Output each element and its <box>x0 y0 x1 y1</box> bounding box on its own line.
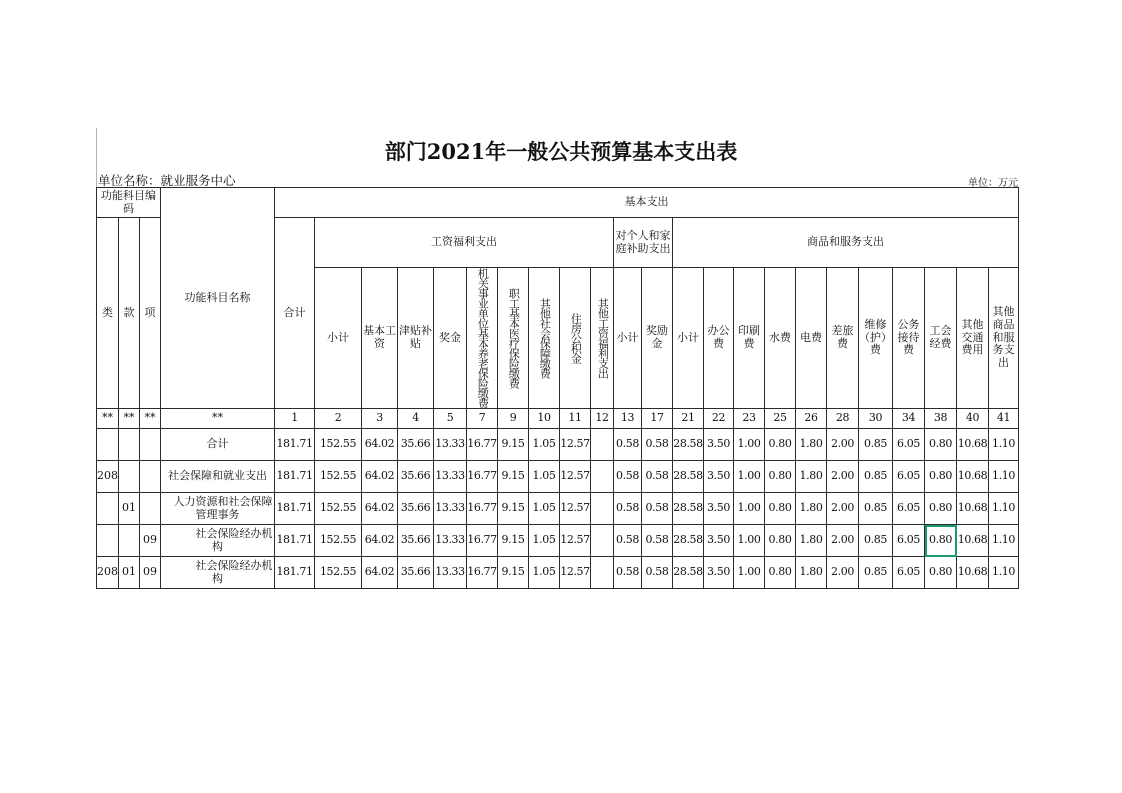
cell-func-name[interactable]: 合计 <box>161 429 275 461</box>
cell-value[interactable]: 0.85 <box>859 493 893 525</box>
index-number[interactable]: 4 <box>398 409 434 429</box>
cell-value[interactable]: 0.80 <box>925 493 957 525</box>
cell-value[interactable] <box>591 493 614 525</box>
cell-value[interactable]: 12.57 <box>560 461 591 493</box>
header-goods-col[interactable]: 印刷费 <box>734 268 765 409</box>
index-number[interactable]: 21 <box>673 409 704 429</box>
header-wage-col[interactable]: 奖金 <box>434 268 467 409</box>
cell-value[interactable]: 2.00 <box>827 557 859 589</box>
cell-value[interactable]: 0.80 <box>765 557 796 589</box>
cell-value[interactable]: 6.05 <box>893 557 925 589</box>
cell-value[interactable]: 3.50 <box>704 493 734 525</box>
cell-value[interactable]: 1.80 <box>796 429 827 461</box>
cell-value[interactable]: 0.58 <box>614 429 642 461</box>
cell-value[interactable]: 1.80 <box>796 493 827 525</box>
cell-kuan[interactable] <box>119 525 140 557</box>
cell-value[interactable]: 16.77 <box>467 429 498 461</box>
cell-value[interactable]: 16.77 <box>467 461 498 493</box>
header-kuan[interactable]: 款 <box>119 218 140 409</box>
cell-value[interactable]: 1.00 <box>734 493 765 525</box>
cell-value[interactable]: 1.00 <box>734 429 765 461</box>
cell-value[interactable]: 12.57 <box>560 493 591 525</box>
header-wage-group[interactable]: 工资福利支出 <box>315 218 614 268</box>
cell-value[interactable]: 181.71 <box>275 525 315 557</box>
cell-value[interactable]: 152.55 <box>315 493 362 525</box>
cell-value[interactable]: 1.10 <box>989 493 1019 525</box>
cell-value[interactable]: 2.00 <box>827 461 859 493</box>
header-wage-col[interactable]: 职工基本医疗保险缴费 <box>498 268 529 409</box>
cell-value[interactable]: 181.71 <box>275 493 315 525</box>
cell-kuan[interactable]: 01 <box>119 493 140 525</box>
header-wage-col[interactable]: 小计 <box>315 268 362 409</box>
cell-value[interactable]: 1.05 <box>529 429 560 461</box>
index-number[interactable]: 11 <box>560 409 591 429</box>
cell-value[interactable]: 1.80 <box>796 525 827 557</box>
header-goods-col[interactable]: 工会经费 <box>925 268 957 409</box>
index-number[interactable]: 9 <box>498 409 529 429</box>
header-goods-col[interactable]: 其他交通费用 <box>957 268 989 409</box>
cell-value[interactable]: 2.00 <box>827 525 859 557</box>
cell-value[interactable]: 1.05 <box>529 493 560 525</box>
cell-value[interactable]: 2.00 <box>827 429 859 461</box>
cell-value[interactable]: 1.00 <box>734 525 765 557</box>
cell-value[interactable] <box>591 557 614 589</box>
cell-value[interactable]: 0.58 <box>642 429 673 461</box>
header-goods-col[interactable]: 维修（护）费 <box>859 268 893 409</box>
cell-value[interactable]: 1.10 <box>989 461 1019 493</box>
cell-value[interactable]: 9.15 <box>498 429 529 461</box>
cell-value[interactable]: 28.58 <box>673 557 704 589</box>
header-wage-col[interactable]: 住房公积金 <box>560 268 591 409</box>
cell-value[interactable]: 152.55 <box>315 557 362 589</box>
cell-value[interactable]: 2.00 <box>827 493 859 525</box>
cell-value[interactable]: 152.55 <box>315 429 362 461</box>
cell-value[interactable]: 0.58 <box>614 557 642 589</box>
index-stars[interactable]: ** <box>119 409 140 429</box>
cell-value[interactable]: 0.58 <box>614 525 642 557</box>
header-xiang[interactable]: 项 <box>140 218 161 409</box>
header-wage-col[interactable]: 其他工资福利支出 <box>591 268 614 409</box>
cell-value[interactable]: 0.80 <box>765 525 796 557</box>
cell-value[interactable]: 12.57 <box>560 429 591 461</box>
cell-value[interactable]: 152.55 <box>315 461 362 493</box>
cell-value[interactable]: 0.85 <box>859 461 893 493</box>
cell-value[interactable]: 35.66 <box>398 557 434 589</box>
index-number[interactable]: 3 <box>362 409 398 429</box>
index-number[interactable]: 30 <box>859 409 893 429</box>
index-stars[interactable]: ** <box>161 409 275 429</box>
header-goods-col[interactable]: 小计 <box>673 268 704 409</box>
header-total[interactable]: 合计 <box>275 218 315 409</box>
header-personal-col[interactable]: 小计 <box>614 268 642 409</box>
page-title: 部门2021年一般公共预算基本支出表 <box>384 139 738 164</box>
index-number[interactable]: 22 <box>704 409 734 429</box>
cell-lei[interactable] <box>97 493 119 525</box>
cell-value[interactable]: 9.15 <box>498 557 529 589</box>
cell-value[interactable]: 9.15 <box>498 493 529 525</box>
cell-value[interactable]: 10.68 <box>957 461 989 493</box>
header-wage-col[interactable]: 津贴补贴 <box>398 268 434 409</box>
cell-value[interactable]: 1.80 <box>796 461 827 493</box>
cell-value[interactable] <box>591 525 614 557</box>
cell-value[interactable]: 0.80 <box>765 493 796 525</box>
cell-xiang[interactable]: 09 <box>140 557 161 589</box>
cell-value[interactable] <box>591 429 614 461</box>
table-row <box>97 461 1019 493</box>
header-lei[interactable]: 类 <box>97 218 119 409</box>
cell-value[interactable]: 3.50 <box>704 525 734 557</box>
cell-value[interactable]: 0.85 <box>859 557 893 589</box>
budget-table <box>96 187 1019 589</box>
cell-value[interactable]: 9.15 <box>498 525 529 557</box>
cell-func-name[interactable]: 社会保险经办机构 <box>161 557 275 589</box>
header-goods-col[interactable]: 差旅费 <box>827 268 859 409</box>
cell-value[interactable]: 3.50 <box>704 557 734 589</box>
index-number[interactable]: 23 <box>734 409 765 429</box>
header-personal-group[interactable]: 对个人和家庭补助支出 <box>614 218 673 268</box>
header-code-group[interactable]: 功能科目编码 <box>97 188 161 218</box>
cell-lei[interactable] <box>97 429 119 461</box>
cell-value[interactable]: 0.80 <box>765 461 796 493</box>
cell-value[interactable]: 1.10 <box>989 429 1019 461</box>
cell-value[interactable]: 64.02 <box>362 557 398 589</box>
cell-value[interactable]: 13.33 <box>434 525 467 557</box>
table-row <box>97 557 1019 589</box>
index-number[interactable]: 26 <box>796 409 827 429</box>
header-goods-col[interactable]: 水费 <box>765 268 796 409</box>
cell-value[interactable]: 28.58 <box>673 429 704 461</box>
header-wage-col[interactable]: 机关事业单位基本养老保险缴费 <box>467 268 498 409</box>
index-number[interactable]: 1 <box>275 409 315 429</box>
cell-value[interactable]: 6.05 <box>893 429 925 461</box>
cell-value[interactable]: 1.00 <box>734 461 765 493</box>
header-goods-col[interactable]: 公务接待费 <box>893 268 925 409</box>
cell-value[interactable]: 64.02 <box>362 525 398 557</box>
cell-kuan[interactable] <box>119 429 140 461</box>
cell-value[interactable]: 0.80 <box>925 461 957 493</box>
index-stars[interactable]: ** <box>97 409 119 429</box>
cell-value[interactable]: 13.33 <box>434 429 467 461</box>
cell-value[interactable]: 1.05 <box>529 525 560 557</box>
cell-func-name[interactable]: 人力资源和社会保障管理事务 <box>161 493 275 525</box>
cell-kuan[interactable] <box>119 461 140 493</box>
cell-value[interactable]: 0.58 <box>614 461 642 493</box>
cell-value[interactable]: 12.57 <box>560 525 591 557</box>
cell-value[interactable]: 6.05 <box>893 525 925 557</box>
cell-value[interactable]: 1.05 <box>529 557 560 589</box>
header-func-name[interactable]: 功能科目名称 <box>161 188 275 409</box>
cell-value[interactable]: 64.02 <box>362 493 398 525</box>
table-row <box>97 525 1019 557</box>
header-wage-col[interactable]: 其他社会保障缴费 <box>529 268 560 409</box>
cell-value[interactable] <box>591 461 614 493</box>
cell-value[interactable]: 0.80 <box>925 429 957 461</box>
cell-xiang[interactable] <box>140 461 161 493</box>
index-number[interactable]: 34 <box>893 409 925 429</box>
header-goods-group[interactable]: 商品和服务支出 <box>673 218 1019 268</box>
index-number[interactable]: 2 <box>315 409 362 429</box>
index-number[interactable]: 28 <box>827 409 859 429</box>
cell-value[interactable]: 9.15 <box>498 461 529 493</box>
cell-value[interactable]: 0.80 <box>925 557 957 589</box>
cell-value[interactable]: 6.05 <box>893 461 925 493</box>
index-number[interactable]: 13 <box>614 409 642 429</box>
cell-value[interactable]: 28.58 <box>673 461 704 493</box>
index-number[interactable]: 17 <box>642 409 673 429</box>
index-stars[interactable]: ** <box>140 409 161 429</box>
cell-value[interactable]: 12.57 <box>560 557 591 589</box>
header-basic[interactable]: 基本支出 <box>275 188 1019 218</box>
cell-kuan[interactable]: 01 <box>119 557 140 589</box>
cell-value[interactable]: 35.66 <box>398 525 434 557</box>
cell-value[interactable]: 6.05 <box>893 493 925 525</box>
cell-value[interactable]: 152.55 <box>315 525 362 557</box>
cell-value[interactable]: 16.77 <box>467 557 498 589</box>
cell-xiang[interactable] <box>140 429 161 461</box>
cell-value[interactable]: 1.80 <box>796 557 827 589</box>
header-goods-col[interactable]: 办公费 <box>704 268 734 409</box>
cell-value[interactable]: 0.58 <box>642 557 673 589</box>
header-goods-col[interactable]: 其他商品和服务支出 <box>989 268 1019 409</box>
index-number[interactable]: 7 <box>467 409 498 429</box>
cell-value[interactable]: 0.58 <box>642 525 673 557</box>
cell-value[interactable]: 35.66 <box>398 493 434 525</box>
cell-value[interactable]: 64.02 <box>362 461 398 493</box>
cell-value[interactable]: 181.71 <box>275 557 315 589</box>
cell-xiang[interactable] <box>140 493 161 525</box>
cell-func-name[interactable]: 社会保险经办机构 <box>161 525 275 557</box>
cell-value[interactable]: 1.05 <box>529 461 560 493</box>
cell-value[interactable]: 64.02 <box>362 429 398 461</box>
cell-value[interactable]: 0.85 <box>859 525 893 557</box>
cell-value[interactable]: 3.50 <box>704 461 734 493</box>
cell-value[interactable]: 28.58 <box>673 525 704 557</box>
header-goods-col[interactable]: 电费 <box>796 268 827 409</box>
cell-value[interactable]: 0.58 <box>614 493 642 525</box>
cell-value[interactable]: 0.85 <box>859 429 893 461</box>
cell-lei[interactable] <box>97 525 119 557</box>
cell-value[interactable]: 0.58 <box>642 461 673 493</box>
cell-func-name[interactable]: 社会保障和就业支出 <box>161 461 275 493</box>
cell-value[interactable]: 10.68 <box>957 557 989 589</box>
cell-value[interactable]: 13.33 <box>434 493 467 525</box>
table-row <box>97 493 1019 525</box>
cell-value[interactable]: 16.77 <box>467 493 498 525</box>
cell-value[interactable]: 10.68 <box>957 525 989 557</box>
cell-lei[interactable]: 208 <box>97 461 119 493</box>
index-number[interactable]: 10 <box>529 409 560 429</box>
cell-value[interactable]: 13.33 <box>434 557 467 589</box>
cell-value[interactable]: 1.10 <box>989 557 1019 589</box>
cell-value[interactable]: 181.71 <box>275 461 315 493</box>
cell-value[interactable]: 28.58 <box>673 493 704 525</box>
index-number[interactable]: 41 <box>989 409 1019 429</box>
index-number[interactable]: 5 <box>434 409 467 429</box>
unit-money: 单位：万元 <box>968 178 1018 189</box>
header-personal-col[interactable]: 奖励金 <box>642 268 673 409</box>
index-number[interactable]: 40 <box>957 409 989 429</box>
unit-name: 单位名称：就业服务中心 <box>98 173 236 188</box>
index-number[interactable]: 25 <box>765 409 796 429</box>
cell-value[interactable]: 35.66 <box>398 429 434 461</box>
cell-value[interactable]: 1.00 <box>734 557 765 589</box>
cell-value[interactable]: 181.71 <box>275 429 315 461</box>
cell-value[interactable]: 10.68 <box>957 493 989 525</box>
cell-value[interactable]: 13.33 <box>434 461 467 493</box>
cell-value[interactable]: 16.77 <box>467 525 498 557</box>
cell-value[interactable]: 35.66 <box>398 461 434 493</box>
cell-value[interactable]: 3.50 <box>704 429 734 461</box>
table-row <box>97 429 1019 461</box>
header-wage-col[interactable]: 基本工资 <box>362 268 398 409</box>
cell-xiang[interactable]: 09 <box>140 525 161 557</box>
index-number[interactable]: 12 <box>591 409 614 429</box>
cell-value-selected[interactable]: 0.80 <box>925 525 957 557</box>
cell-value[interactable]: 0.80 <box>765 429 796 461</box>
cell-value[interactable]: 0.58 <box>642 493 673 525</box>
index-number[interactable]: 38 <box>925 409 957 429</box>
cell-lei[interactable]: 208 <box>97 557 119 589</box>
cell-value[interactable]: 1.10 <box>989 525 1019 557</box>
cell-value[interactable]: 10.68 <box>957 429 989 461</box>
